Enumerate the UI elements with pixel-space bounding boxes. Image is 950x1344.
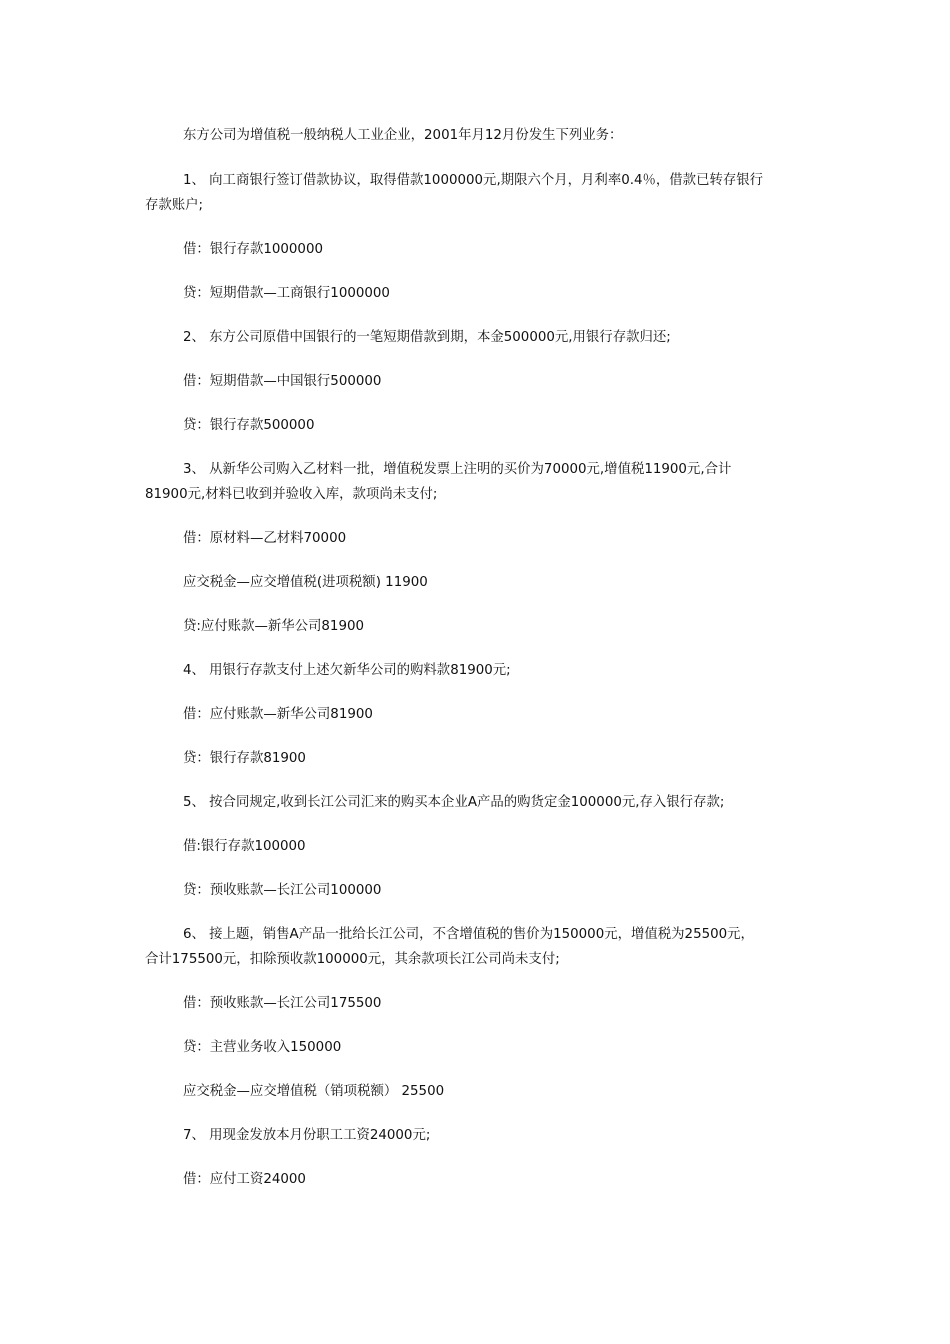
item-5-text: 5、 按合同规定,收到长江公司汇来的购买本企业A产品的购货定金100000元,存入银行存款; [183,795,725,810]
item-5-debit-entry: 借:银行存款100000 [183,839,306,854]
item-1-credit-entry: 贷：短期借款—工商银行1000000 [183,286,390,301]
item-6-text-continued: 合计175500元，扣除预收款100000元，其余款项长江公司尚未支付; [145,952,560,967]
item-1-debit-entry: 借：银行存款1000000 [183,242,323,257]
item-7-debit-entry: 借：应付工资24000 [183,1172,306,1187]
item-2-text: 2、 东方公司原借中国银行的一笔短期借款到期，本金500000元,用银行存款归还; [183,330,671,345]
item-3-credit-entry: 贷:应付账款—新华公司81900 [183,619,365,634]
item-6-debit-entry: 借：预收账款—长江公司175500 [183,996,382,1011]
item-1-text-continued: 存款账户; [145,198,204,213]
intro-paragraph: 东方公司为增值税一般纳税人工业企业，2001年月12月份发生下列业务： [183,128,623,143]
item-3-debit-entry-tax: 应交税金—应交增值税(进项税额) 11900 [183,575,428,590]
item-3-debit-entry: 借：原材料—乙材料70000 [183,531,347,546]
item-3-text-continued: 81900元,材料已收到并验收入库，款项尚未支付; [145,487,438,502]
item-6-credit-entry-tax: 应交税金—应交增值税（销项税额） 25500 [183,1084,445,1099]
item-6-credit-entry: 贷：主营业务收入150000 [183,1040,342,1055]
item-5-credit-entry: 贷：预收账款—长江公司100000 [183,883,382,898]
item-1-text: 1、 向工商银行签订借款协议，取得借款1000000元,期限六个月，月利率0.4％，借款已转存银行 [183,173,764,188]
item-4-debit-entry: 借：应付账款—新华公司81900 [183,707,373,722]
item-4-credit-entry: 贷：银行存款81900 [183,751,306,766]
item-7-text: 7、 用现金发放本月份职工工资24000元; [183,1128,431,1143]
item-4-text: 4、 用银行存款支付上述欠新华公司的购料款81900元; [183,663,511,678]
item-3-text: 3、 从新华公司购入乙材料一批，增值税发票上注明的买价为70000元,增值税11900元,合计 [183,462,732,477]
item-2-debit-entry: 借：短期借款—中国银行500000 [183,374,382,389]
item-2-credit-entry: 贷：银行存款500000 [183,418,315,433]
item-6-text: 6、 接上题，销售A产品一批给长江公司，不含增值税的售价为150000元，增值税为25500元， [183,927,754,942]
